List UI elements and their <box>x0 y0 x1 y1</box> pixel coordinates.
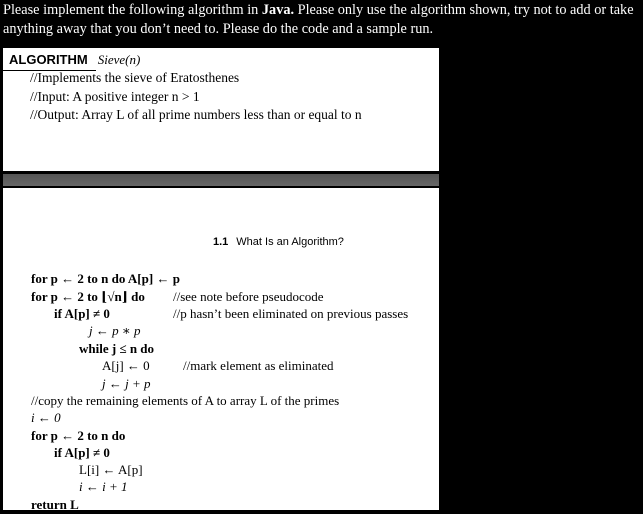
code-line-1: for p ← 2 to n do A[p] ← p <box>31 271 180 286</box>
code-line-8: //copy the remaining elements of A to array L of the primes <box>31 393 340 408</box>
code-line-10: for p ← 2 to n do <box>31 428 126 443</box>
code-line-13: i ← i + 1 <box>79 479 128 494</box>
code-line-14: return L <box>31 497 79 510</box>
question-part-2: Please only use the algorithm shown, try not to add or take anything away that you don’t need to. Please do the code and a sample run. <box>3 2 634 37</box>
code-comment-6: //mark element as eliminated <box>183 358 334 373</box>
comment-input: //Input: A positive integer n > 1 <box>30 89 200 104</box>
section-number: 1.1 <box>213 236 229 248</box>
code-line-6: A[j] ← 0 <box>102 358 150 373</box>
code-comment-3: //p hasn’t been eliminated on previous passes <box>173 306 409 321</box>
code-line-3: if A[p] ≠ 0 <box>54 306 110 321</box>
comment-output: //Output: Array L of all prime numbers less than or equal to n <box>30 107 362 122</box>
pseudocode-image <box>3 188 439 510</box>
question-language: Java. <box>261 2 295 18</box>
comment-implements: //Implements the sieve of Eratosthenes <box>30 70 240 85</box>
algorithm-signature: Sieve(n) <box>97 52 141 67</box>
code-line-7: j ← j + p <box>102 376 151 391</box>
section-heading <box>213 236 344 248</box>
algorithm-header-image <box>3 48 439 171</box>
code-line-9: i ← 0 <box>31 410 61 425</box>
code-comment-2: //see note before pseudocode <box>173 289 324 304</box>
code-line-5: while j ≤ n do <box>79 341 155 356</box>
image-separator-bar <box>3 174 439 186</box>
algorithm-keyword: ALGORITHM <box>9 52 88 67</box>
code-line-4: j ← p ∗ p <box>89 323 141 338</box>
question-part-1: Please implement the following algorithm in <box>3 2 262 18</box>
algorithm-heading <box>9 52 140 68</box>
code-line-12: L[i] ← A[p] <box>79 462 143 477</box>
section-title: What Is an Algorithm? <box>236 236 344 248</box>
code-line-2: for p ← 2 to ⌊√n⌋ do <box>31 289 145 304</box>
question-text <box>3 1 639 39</box>
code-line-11: if A[p] ≠ 0 <box>54 445 110 460</box>
